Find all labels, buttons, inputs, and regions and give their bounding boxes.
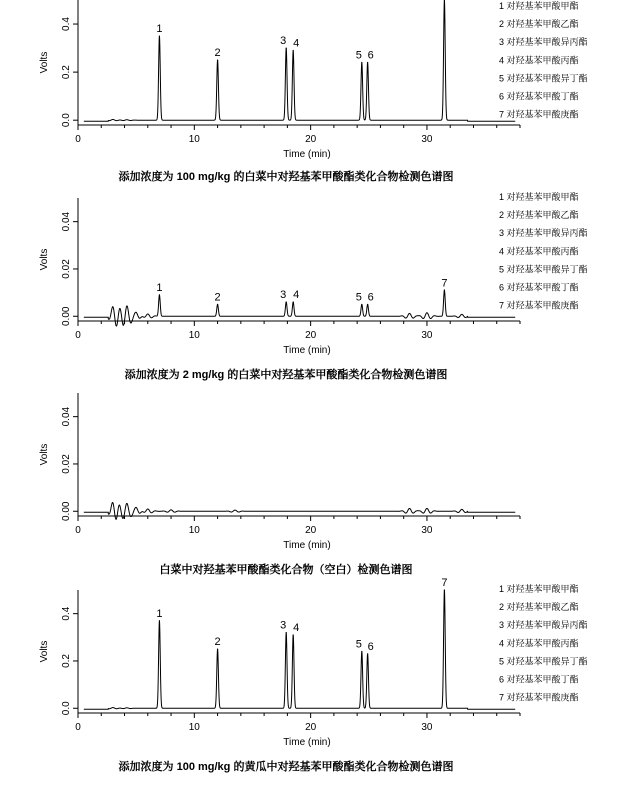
peak-label-6: 6 [367, 49, 374, 62]
peak-label-3: 3 [280, 35, 287, 48]
peak-label-4: 4 [293, 621, 300, 634]
y-axis-title: Volts [39, 248, 50, 271]
peak-2-apex [217, 59, 218, 60]
x-axis-title: Time (min) [283, 737, 331, 748]
peak-label-3: 3 [280, 289, 287, 302]
x-axis-title: Time (min) [283, 149, 331, 160]
peak-label-1: 1 [156, 23, 163, 36]
x-axis-title: Time (min) [283, 540, 331, 551]
x-tick-label: 30 [421, 330, 433, 341]
legend-entry: 7 对羟基苯甲酸庚酯 [499, 692, 579, 703]
peak-label-7: 7 [441, 277, 448, 290]
peak-6-apex [367, 653, 368, 654]
legend-entry: 5 对羟基苯甲酸异丁酯 [499, 264, 588, 275]
peak-label-4: 4 [293, 37, 300, 50]
peak-2-apex [217, 304, 218, 305]
peak-5-apex [361, 651, 362, 652]
y-tick-label: 0.02 [61, 259, 72, 279]
x-tick-label: 30 [421, 722, 433, 733]
legend-entry: 2 对羟基苯甲酸乙酯 [499, 210, 579, 221]
legend-entry: 2 对羟基苯甲酸乙酯 [499, 602, 579, 613]
peak-6-apex [367, 304, 368, 305]
peak-label-6: 6 [367, 640, 374, 653]
x-tick-label: 10 [188, 330, 200, 341]
x-tick-label: 10 [188, 722, 200, 733]
chromatogram-trace [84, 0, 515, 121]
y-tick-label: 0.00 [61, 501, 72, 522]
legend-entry: 6 对羟基苯甲酸丁酯 [499, 282, 579, 293]
peak-label-4: 4 [293, 289, 300, 302]
x-tick-label: 20 [305, 330, 317, 341]
y-tick-label: 0.02 [61, 454, 72, 474]
y-tick-label: 0.0 [61, 113, 72, 128]
legend-entry: 6 对羟基苯甲酸丁酯 [499, 674, 579, 685]
peak-label-5: 5 [355, 291, 362, 304]
peak-1-apex [159, 294, 160, 295]
y-axis-title: Volts [39, 443, 50, 466]
peak-label-1: 1 [156, 607, 163, 620]
legend-entry: 7 对羟基苯甲酸庚酯 [499, 300, 579, 311]
peak-label-2: 2 [214, 636, 221, 649]
peak-label-6: 6 [367, 291, 374, 304]
figure-caption: 白菜中对羟基苯甲酸酯类化合物（空白）检测色谱图 [159, 564, 413, 576]
figure-caption: 添加浓度为 100 mg/kg 的白菜中对羟基苯甲酸酯类化合物检测色谱图 [118, 171, 454, 183]
peak-label-3: 3 [280, 619, 287, 632]
peak-3-apex [286, 47, 287, 48]
x-tick-label: 10 [188, 134, 200, 145]
chromatogram-trace [84, 590, 515, 709]
x-tick-label: 0 [75, 722, 81, 733]
x-tick-label: 20 [305, 525, 317, 536]
legend-entry: 5 对羟基苯甲酸异丁酯 [499, 656, 588, 667]
x-tick-label: 10 [188, 525, 200, 536]
peak-1-apex [159, 35, 160, 36]
peak-3-apex [286, 301, 287, 302]
peak-3-apex [286, 632, 287, 633]
legend-entry: 2 对羟基苯甲酸乙酯 [499, 19, 579, 30]
legend-entry: 1 对羟基苯甲酸甲酯 [499, 1, 579, 11]
peak-4-apex [293, 301, 294, 302]
peak-7-apex [444, 589, 445, 590]
peak-label-1: 1 [156, 281, 163, 294]
peak-2-apex [217, 649, 218, 650]
peak-label-2: 2 [214, 47, 221, 60]
y-tick-label: 0.0 [61, 701, 72, 716]
chromatogram-panel-2 [39, 191, 588, 381]
peak-6-apex [367, 62, 368, 63]
peak-label-5: 5 [355, 49, 362, 62]
peak-5-apex [361, 62, 362, 63]
legend-entry: 7 对羟基苯甲酸庚酯 [499, 109, 579, 120]
legend-entry: 1 对羟基苯甲酸甲酯 [499, 584, 579, 594]
y-axis-title: Volts [39, 51, 50, 74]
x-tick-label: 0 [75, 330, 81, 341]
figure-caption: 添加浓度为 100 mg/kg 的黄瓜中对羟基苯甲酸酯类化合物检测色谱图 [118, 761, 454, 773]
y-tick-label: 0.4 [61, 17, 72, 31]
figure-caption: 添加浓度为 2 mg/kg 的白菜中对羟基苯甲酸酯类化合物检测色谱图 [124, 369, 448, 381]
chromatogram-panel-4 [39, 577, 588, 773]
legend-entry: 4 对羟基苯甲酸丙酯 [499, 638, 579, 649]
legend-entry: 5 对羟基苯甲酸异丁酯 [499, 73, 588, 84]
peak-label-5: 5 [355, 638, 362, 651]
y-tick-label: 0.2 [61, 65, 72, 80]
y-tick-label: 0.2 [61, 654, 72, 668]
x-tick-label: 20 [305, 134, 317, 145]
peak-label-2: 2 [214, 291, 221, 304]
x-tick-label: 30 [421, 525, 433, 536]
peak-4-apex [293, 50, 294, 51]
y-tick-label: 0.4 [61, 606, 72, 621]
x-tick-label: 30 [421, 134, 433, 145]
x-tick-label: 20 [305, 722, 317, 733]
x-tick-label: 0 [75, 134, 81, 145]
y-tick-label: 0.00 [61, 306, 72, 327]
legend-entry: 3 对羟基苯甲酸异丙酯 [499, 620, 588, 631]
legend-entry: 3 对羟基苯甲酸异丙酯 [499, 228, 588, 239]
y-axis-title: Volts [39, 640, 50, 663]
peak-1-apex [159, 620, 160, 621]
peak-7-apex [444, 290, 445, 291]
legend-entry: 6 对羟基苯甲酸丁酯 [499, 91, 579, 102]
legend-entry: 4 对羟基苯甲酸丙酯 [499, 55, 579, 66]
chromatogram-panel-3 [39, 393, 520, 576]
x-axis-title: Time (min) [283, 345, 331, 356]
y-tick-label: 0.04 [61, 211, 72, 232]
legend-entry: 1 对羟基苯甲酸甲酯 [499, 192, 579, 202]
x-tick-label: 0 [75, 525, 81, 536]
y-tick-label: 0.04 [61, 406, 72, 427]
peak-4-apex [293, 634, 294, 635]
peak-label-7: 7 [441, 577, 448, 589]
legend-entry: 4 对羟基苯甲酸丙酯 [499, 246, 579, 257]
peak-5-apex [361, 304, 362, 305]
legend-entry: 3 对羟基苯甲酸异丙酯 [499, 37, 588, 48]
chromatogram-panel-1 [39, 0, 588, 183]
